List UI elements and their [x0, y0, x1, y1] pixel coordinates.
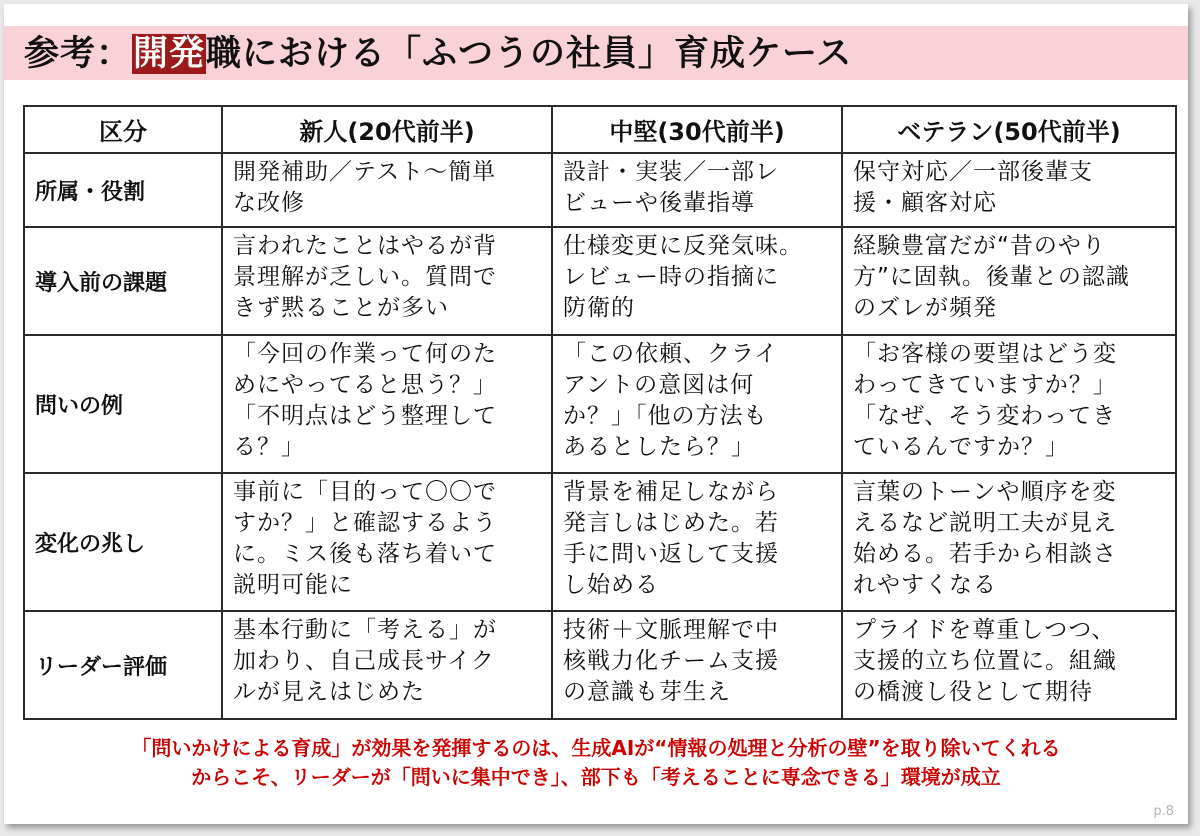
cell-line: 経験豊富だが“昔のやり [853, 233, 1106, 259]
cell-line: 援・顧客対応 [853, 190, 997, 216]
cell-line: 加わり、自己成長サイク [233, 648, 495, 674]
cell-line: 言われたことはやるが背 [233, 233, 497, 259]
table-cell [222, 227, 552, 335]
table-header-row [24, 106, 1176, 153]
header-veteran: ベテラン(50代前半) [842, 106, 1176, 153]
cell-line: 「今回の作業って何のた [233, 341, 497, 367]
table-cell [842, 227, 1176, 335]
table-cell [842, 153, 1176, 227]
slide-title [24, 31, 852, 77]
cell-line: 「この依頼、クライ [563, 341, 779, 367]
table-cell [552, 611, 842, 719]
cell-line: 発言しはじめた。若 [563, 510, 779, 536]
cell-line: に。ミス後も落ち着いて [233, 541, 497, 567]
header-midlevel: 中堅(30代前半) [552, 106, 842, 153]
table-cell [552, 473, 842, 611]
cell-line: アントの意図は何 [563, 372, 755, 398]
table-row [24, 611, 1176, 719]
cell-line: えるなど説明工夫が見え [853, 510, 1117, 536]
cell-line: 言葉のトーンや順序を変 [853, 479, 1117, 505]
cell-line: 説明可能に [233, 572, 353, 598]
table-cell [552, 227, 842, 335]
cell-line: ルが見えはじめた [233, 679, 425, 705]
cell-line: 基本行動に「考える」が [233, 617, 497, 643]
cell-line: プライドを尊重しつつ、 [853, 617, 1116, 643]
page-number: p.8 [1153, 804, 1174, 819]
table-row [24, 227, 1176, 335]
header-category: 区分 [24, 106, 222, 153]
cell-line: 「なぜ、そう変わってき [853, 403, 1117, 429]
row-label: 所属・役割 [24, 153, 222, 227]
table-row [24, 153, 1176, 227]
cell-line: ビューや後輩指導 [563, 190, 755, 216]
table-cell [222, 473, 552, 611]
header-newcomer: 新人(20代前半) [222, 106, 552, 153]
cell-line: レビュー時の指摘に [563, 264, 779, 290]
row-label: リーダー評価 [24, 611, 222, 719]
cell-line: きず黙ることが多い [233, 295, 449, 321]
cell-line: ているんですか？」 [853, 434, 1069, 460]
table-cell [842, 335, 1176, 473]
table-cell [842, 611, 1176, 719]
cell-line: 開発補助／テスト～簡単 [233, 159, 497, 185]
cell-line: な改修 [233, 190, 305, 216]
table-cell [552, 335, 842, 473]
cell-line: わってきていますか？」 [853, 372, 1117, 398]
table-row [24, 335, 1176, 473]
cell-line: 仕様変更に反発気味。 [563, 233, 803, 259]
cell-line: か？」「他の方法も [563, 403, 768, 429]
footer-note [4, 734, 1188, 792]
title-prefix: 参考： [24, 34, 133, 74]
cell-line: すか？」と確認するよう [233, 510, 497, 536]
cell-line: 事前に「目的って〇〇で [233, 479, 497, 505]
cell-line: 「お客様の要望はどう変 [853, 341, 1117, 367]
table-cell [222, 611, 552, 719]
cell-line: 核戦力化チーム支援 [563, 648, 779, 674]
cell-line: めにやってると思う？」 [233, 372, 497, 398]
comparison-table [23, 105, 1177, 720]
cell-line: 保守対応／一部後輩支 [853, 159, 1093, 185]
table-cell [222, 153, 552, 227]
footer-line: からこそ、リーダーが「問いに集中でき」、部下も「考えることに専念できる」環境が成立 [191, 765, 1001, 789]
title-rest: 職における「ふつうの社員」育成ケース [206, 34, 853, 74]
cell-line: し始める [563, 572, 659, 598]
cell-line: のズレが頻発 [853, 295, 997, 321]
cell-line: る？」 [233, 434, 305, 460]
table-cell [552, 153, 842, 227]
cell-line: の橋渡し役として期待 [853, 679, 1093, 705]
row-label: 問いの例 [24, 335, 222, 473]
row-label: 導入前の課題 [24, 227, 222, 335]
cell-line: 技術＋文脈理解で中 [563, 617, 779, 643]
table-cell [222, 335, 552, 473]
cell-line: あるとしたら？」 [563, 434, 755, 460]
cell-line: 支援的立ち位置に。組織 [853, 648, 1117, 674]
cell-line: 「不明点はどう整理して [233, 403, 497, 429]
cell-line: 設計・実装／一部レ [563, 159, 779, 185]
cell-line: 景理解が乏しい。質問で [233, 264, 497, 290]
slide [4, 4, 1188, 824]
cell-line: 手に問い返して支援 [563, 541, 779, 567]
cell-line: 背景を補足しながら [563, 479, 779, 505]
cell-line: れやすくなる [853, 572, 997, 598]
table-row [24, 473, 1176, 611]
cell-line: 方”に固執。後輩との認識 [853, 264, 1130, 290]
row-label: 変化の兆し [24, 473, 222, 611]
cell-line: の意識も芽生え [563, 679, 731, 705]
cell-line: 始める。若手から相談さ [853, 541, 1117, 567]
title-highlight: 開発 [133, 34, 206, 74]
footer-line: 「問いかけによる育成」が効果を発揮するのは、生成AIが“情報の処理と分析の壁”を取り除いてくれる [131, 736, 1061, 760]
table-cell [842, 473, 1176, 611]
cell-line: 防衛的 [563, 295, 635, 321]
